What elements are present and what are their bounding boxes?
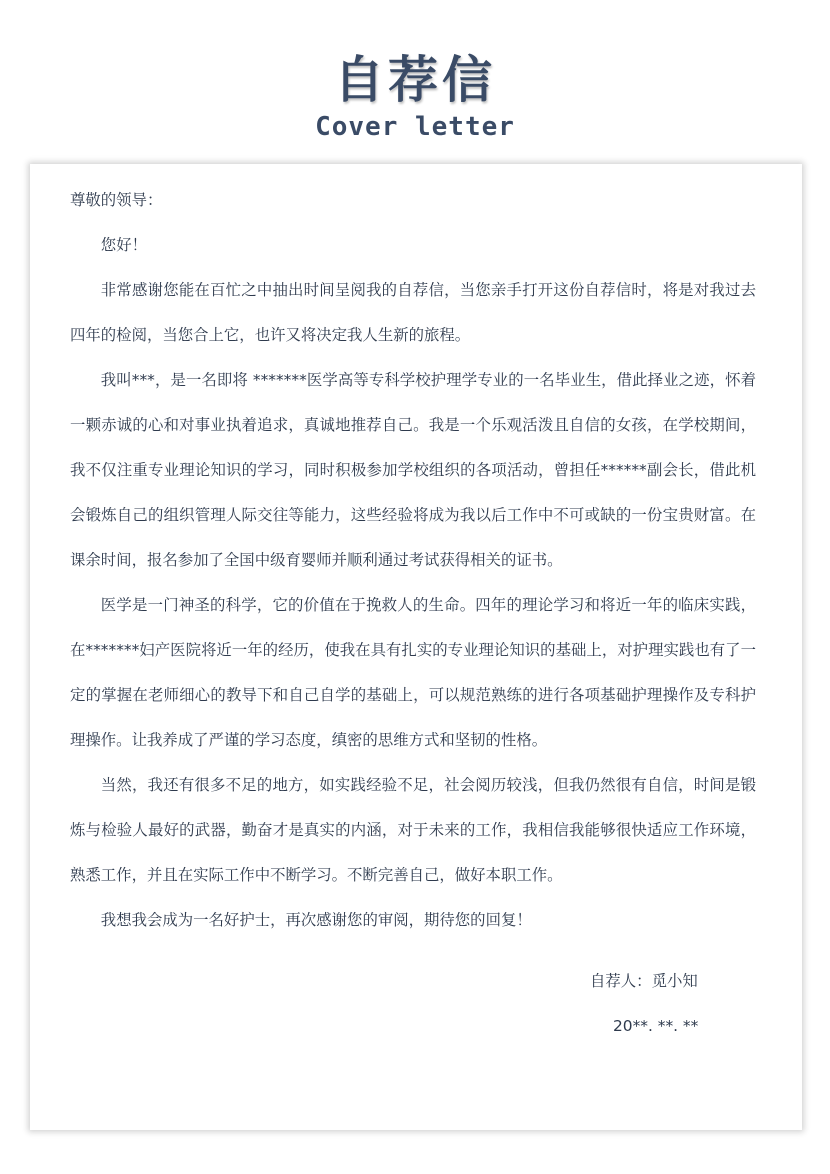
paragraph-self-introduction: 我叫***，是一名即将 *******医学高等专科学校护理学专业的一名毕业生，借此择业之迹，怀着一颗赤诚的心和对事业执着追求，真诚地推荐自己。我是一个乐观活泼且自信的女孩，在学校期间，我不仅注重专业理论知识的学习，同时积极参加学校组织的各项活动，曾担任******副会长，借此机会锻炼自己的组织管理人际交往等能力，这些经验将成为我以后工作中不可或缺的一份宝贵财富。在课余时间，报名参加了全国中级育婴师并顺利通过考试获得相关的证书。 xyxy=(70,371,756,569)
greeting: 您好！ xyxy=(100,236,147,254)
signature: 自荐人：觅小知 xyxy=(590,972,698,990)
letter-sheet xyxy=(30,164,802,1130)
paragraph-closing: 我想我会成为一名好护士，再次感谢您的审阅，期待您的回复！ xyxy=(100,911,532,929)
paragraph-intro: 非常感谢您能在百忙之中抽出时间呈阅我的自荐信，当您亲手打开这份自荐信时，将是对我过去四年的检阅，当您合上它，也许又将决定我人生新的旅程。 xyxy=(70,281,756,344)
page-title: 自荐信 xyxy=(334,51,496,109)
letter-date: 20**. **. ** xyxy=(613,1017,699,1035)
paragraph-outlook: 当然，我还有很多不足的地方，如实践经验不足，社会阅历较浅，但我仍然很有自信，时间是锻炼与检验人最好的武器，勤奋才是真实的内涵，对于未来的工作，我相信我能够很快适应工作环境，熟悉工作，并且在实际工作中不断学习。不断完善自己，做好本职工作。 xyxy=(70,776,756,884)
salutation: 尊敬的领导： xyxy=(70,191,163,209)
letter-body xyxy=(70,178,756,943)
page-subtitle: Cover letter xyxy=(315,112,515,142)
paragraph-experience: 医学是一门神圣的科学，它的价值在于挽救人的生命。四年的理论学习和将近一年的临床实践，在*******妇产医院将近一年的经历，使我在具有扎实的专业理论知识的基础上，对护理实践也有了一定的掌握在老师细心的教导下和自己自学的基础上，可以规范熟练的进行各项基础护理操作及专科护理操作。让我养成了严谨的学习态度，缜密的思维方式和坚韧的性格。 xyxy=(70,596,756,749)
